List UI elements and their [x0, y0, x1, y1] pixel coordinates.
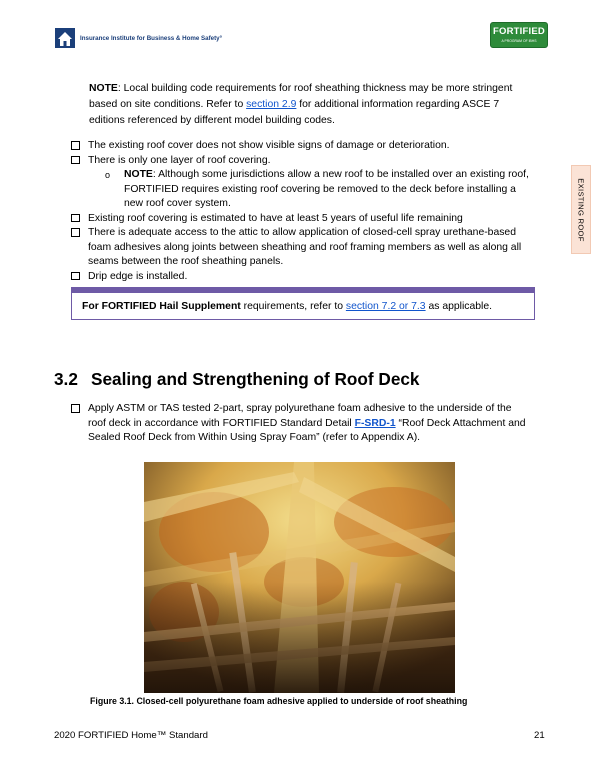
note-line3: editions referenced by different model building codes.	[89, 114, 335, 126]
hail-text2: as applicable.	[425, 301, 493, 312]
note-line2b: for additional information regarding ASCE 7	[296, 98, 500, 110]
section-2-9-link[interactable]: section 2.9	[246, 98, 297, 110]
section-number: 3.2	[54, 369, 78, 389]
page-number: 21	[534, 730, 545, 741]
subnote-line1: : Although some jurisdictions allow a new roof to be installed over an existing roof,	[152, 169, 529, 180]
note-label: NOTE	[89, 83, 118, 94]
badge-subtitle: A PROGRAM OF IBHS	[501, 39, 537, 43]
bullet-icon: o	[105, 170, 111, 180]
footer-title: 2020 FORTIFIED Home™ Standard	[54, 730, 208, 741]
checklist-item-text: foam adhesives along joints between sheathing and roof framing members as well as along all	[88, 241, 522, 253]
note-line2a: based on site conditions. Refer to	[89, 98, 247, 110]
side-tab-label: EXISTING ROOF	[576, 177, 586, 242]
checklist-item	[71, 402, 549, 446]
hail-text1: requirements, refer to	[240, 301, 346, 312]
apply-line2a: roof deck in accordance with FORTIFIED Standard Detail	[88, 417, 355, 429]
requirements-checklist	[71, 139, 549, 284]
checklist-item-text: Drip edge is installed.	[88, 270, 188, 282]
checkbox[interactable]	[71, 272, 80, 281]
section-heading	[54, 369, 420, 390]
figure-caption: Figure 3.1. Closed-cell polyurethane foam adhesive applied to underside of roof sheathing	[90, 696, 468, 706]
hail-supplement-box	[71, 287, 535, 320]
fortified-badge	[490, 22, 548, 48]
checklist-item	[71, 226, 549, 270]
checklist-item	[71, 270, 549, 285]
checklist-item	[71, 212, 549, 227]
apply-line2b: “Roof Deck Attachment and	[395, 417, 526, 429]
note-paragraph	[89, 81, 549, 128]
checklist-item-text: seams between the roof sheathing panels.	[88, 256, 284, 267]
checklist-item	[71, 139, 549, 154]
subnote-label: NOTE	[124, 169, 153, 180]
checklist-item-text: Existing roof covering is estimated to have at least 5 years of useful life remaining	[88, 212, 463, 224]
badge-title: FORTIFIED	[493, 26, 545, 37]
checklist-item-text: There is only one layer of roof covering.	[88, 154, 271, 166]
checklist-subnote	[71, 168, 549, 212]
checklist-item-text: There is adequate access to the attic to allow application of closed-cell spray urethane-based	[88, 227, 516, 238]
apply-checklist	[71, 402, 549, 446]
subnote-line3: new roof cover system.	[124, 198, 231, 209]
hail-bold: For FORTIFIED Hail Supplement	[82, 301, 241, 312]
spray-foam-photo	[144, 462, 455, 693]
apply-line1: Apply ASTM or TAS tested 2-part, spray polyurethane foam adhesive to the underside of the	[88, 403, 512, 414]
section-title: Sealing and Strengthening of Roof Deck	[91, 369, 420, 389]
org-name: Insurance Institute for Business & Home Safety°	[80, 35, 223, 42]
checklist-item	[71, 154, 549, 169]
f-srd-1-link[interactable]: F-SRD-1	[354, 417, 396, 429]
section-side-tab	[571, 165, 591, 254]
apply-line3: Sealed Roof Deck from Within Using Spray Foam” (refer to Appendix A).	[88, 432, 421, 444]
note-line1: : Local building code requirements for roof sheathing thickness may be more stringent	[117, 83, 513, 94]
checkbox[interactable]	[71, 156, 80, 165]
checkbox[interactable]	[71, 228, 80, 237]
subnote-line2: FORTIFIED requires existing roof covering be removed to the deck before installing a	[124, 183, 516, 195]
checkbox[interactable]	[71, 404, 80, 413]
checkbox[interactable]	[71, 141, 80, 150]
section-7-link[interactable]: section 7.2 or 7.3	[345, 301, 426, 312]
checklist-item-text: The existing roof cover does not show visible signs of damage or deterioration.	[88, 140, 450, 151]
checkbox[interactable]	[71, 214, 80, 223]
ibhs-logo-icon	[55, 28, 75, 48]
